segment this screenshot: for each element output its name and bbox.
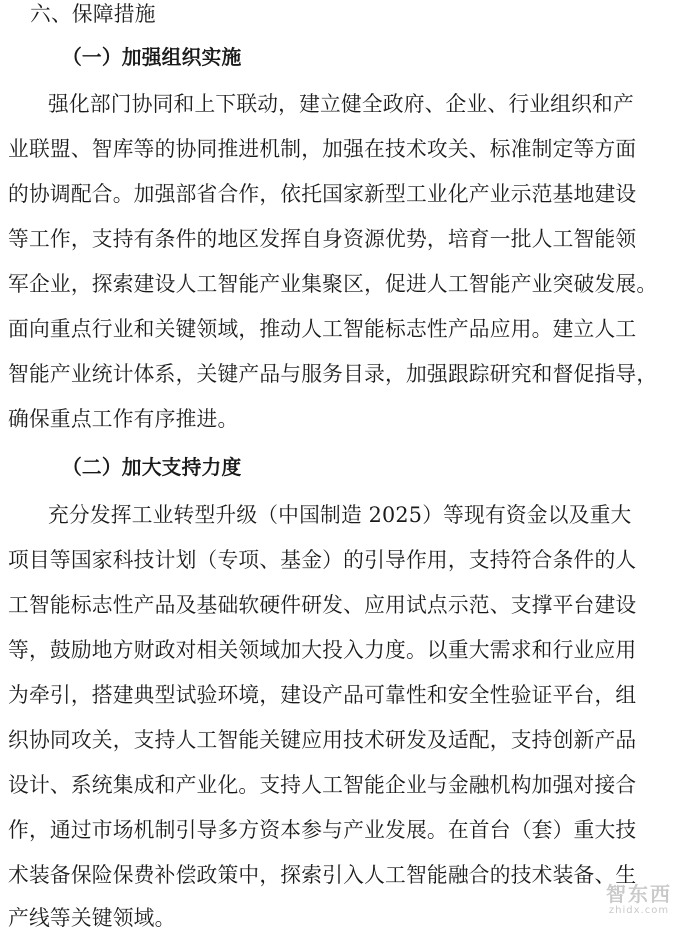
paragraph-line: 织协同攻关，支持人工智能关键应用技术研发及适配，支持创新产品: [8, 728, 637, 752]
paragraph-line: 军企业，探索建设人工智能产业集聚区，促进人工智能产业突破发展。: [8, 272, 658, 296]
paragraph-line: 等，鼓励地方财政对相关领域加大投入力度。以重大需求和行业应用: [8, 638, 637, 662]
paragraph-line: 业联盟、智库等的协同推进机制，加强在技术攻关、标准制定等方面: [8, 137, 637, 161]
section-title: 六、保障措施: [30, 2, 156, 26]
paragraph-line: 强化部门协同和上下联动，建立健全政府、企业、行业组织和产: [48, 92, 634, 116]
paragraph-line: 术装备保险保费补偿政策中，探索引入人工智能融合的技术装备、生: [8, 863, 637, 887]
paragraph-line: 工智能标志性产品及基础软硬件研发、应用试点示范、支撑平台建设: [8, 593, 637, 617]
watermark-sub: zhidx.com: [608, 905, 670, 916]
paragraph-line: 为牵引，搭建典型试验环境，建设产品可靠性和安全性验证平台，组: [8, 683, 637, 707]
paragraph-line: 设计、系统集成和产业化。支持人工智能企业与金融机构加强对接合: [8, 773, 637, 797]
paragraph-line: 的协调配合。加强部省合作，依托国家新型工业化产业示范基地建设: [8, 182, 637, 206]
paragraph-line: 智能产业统计体系，关键产品与服务目录，加强跟踪研究和督促指导，: [8, 362, 658, 386]
paragraph-line: 充分发挥工业转型升级（中国制造 2025）等现有资金以及重大: [48, 503, 632, 527]
paragraph-line: 确保重点工作有序推进。: [8, 407, 239, 431]
watermark-logo: [606, 878, 672, 916]
paragraph-line: 作，通过市场机制引导多方资本参与产业发展。在首台（套）重大技: [8, 818, 637, 842]
subsection-heading-2: （二）加大支持力度: [62, 455, 242, 479]
watermark-main: 智东西: [606, 882, 672, 906]
paragraph-line: 产线等关键领域。: [8, 906, 176, 930]
paragraph-line: 项目等国家科技计划（专项、基金）的引导作用，支持符合条件的人: [8, 548, 637, 572]
paragraph-line: 等工作，支持有条件的地区发挥自身资源优势，培育一批人工智能领: [8, 227, 637, 251]
subsection-heading-1: （一）加强组织实施: [62, 45, 242, 69]
paragraph-line: 面向重点行业和关键领域，推动人工智能标志性产品应用。建立人工: [8, 317, 637, 341]
